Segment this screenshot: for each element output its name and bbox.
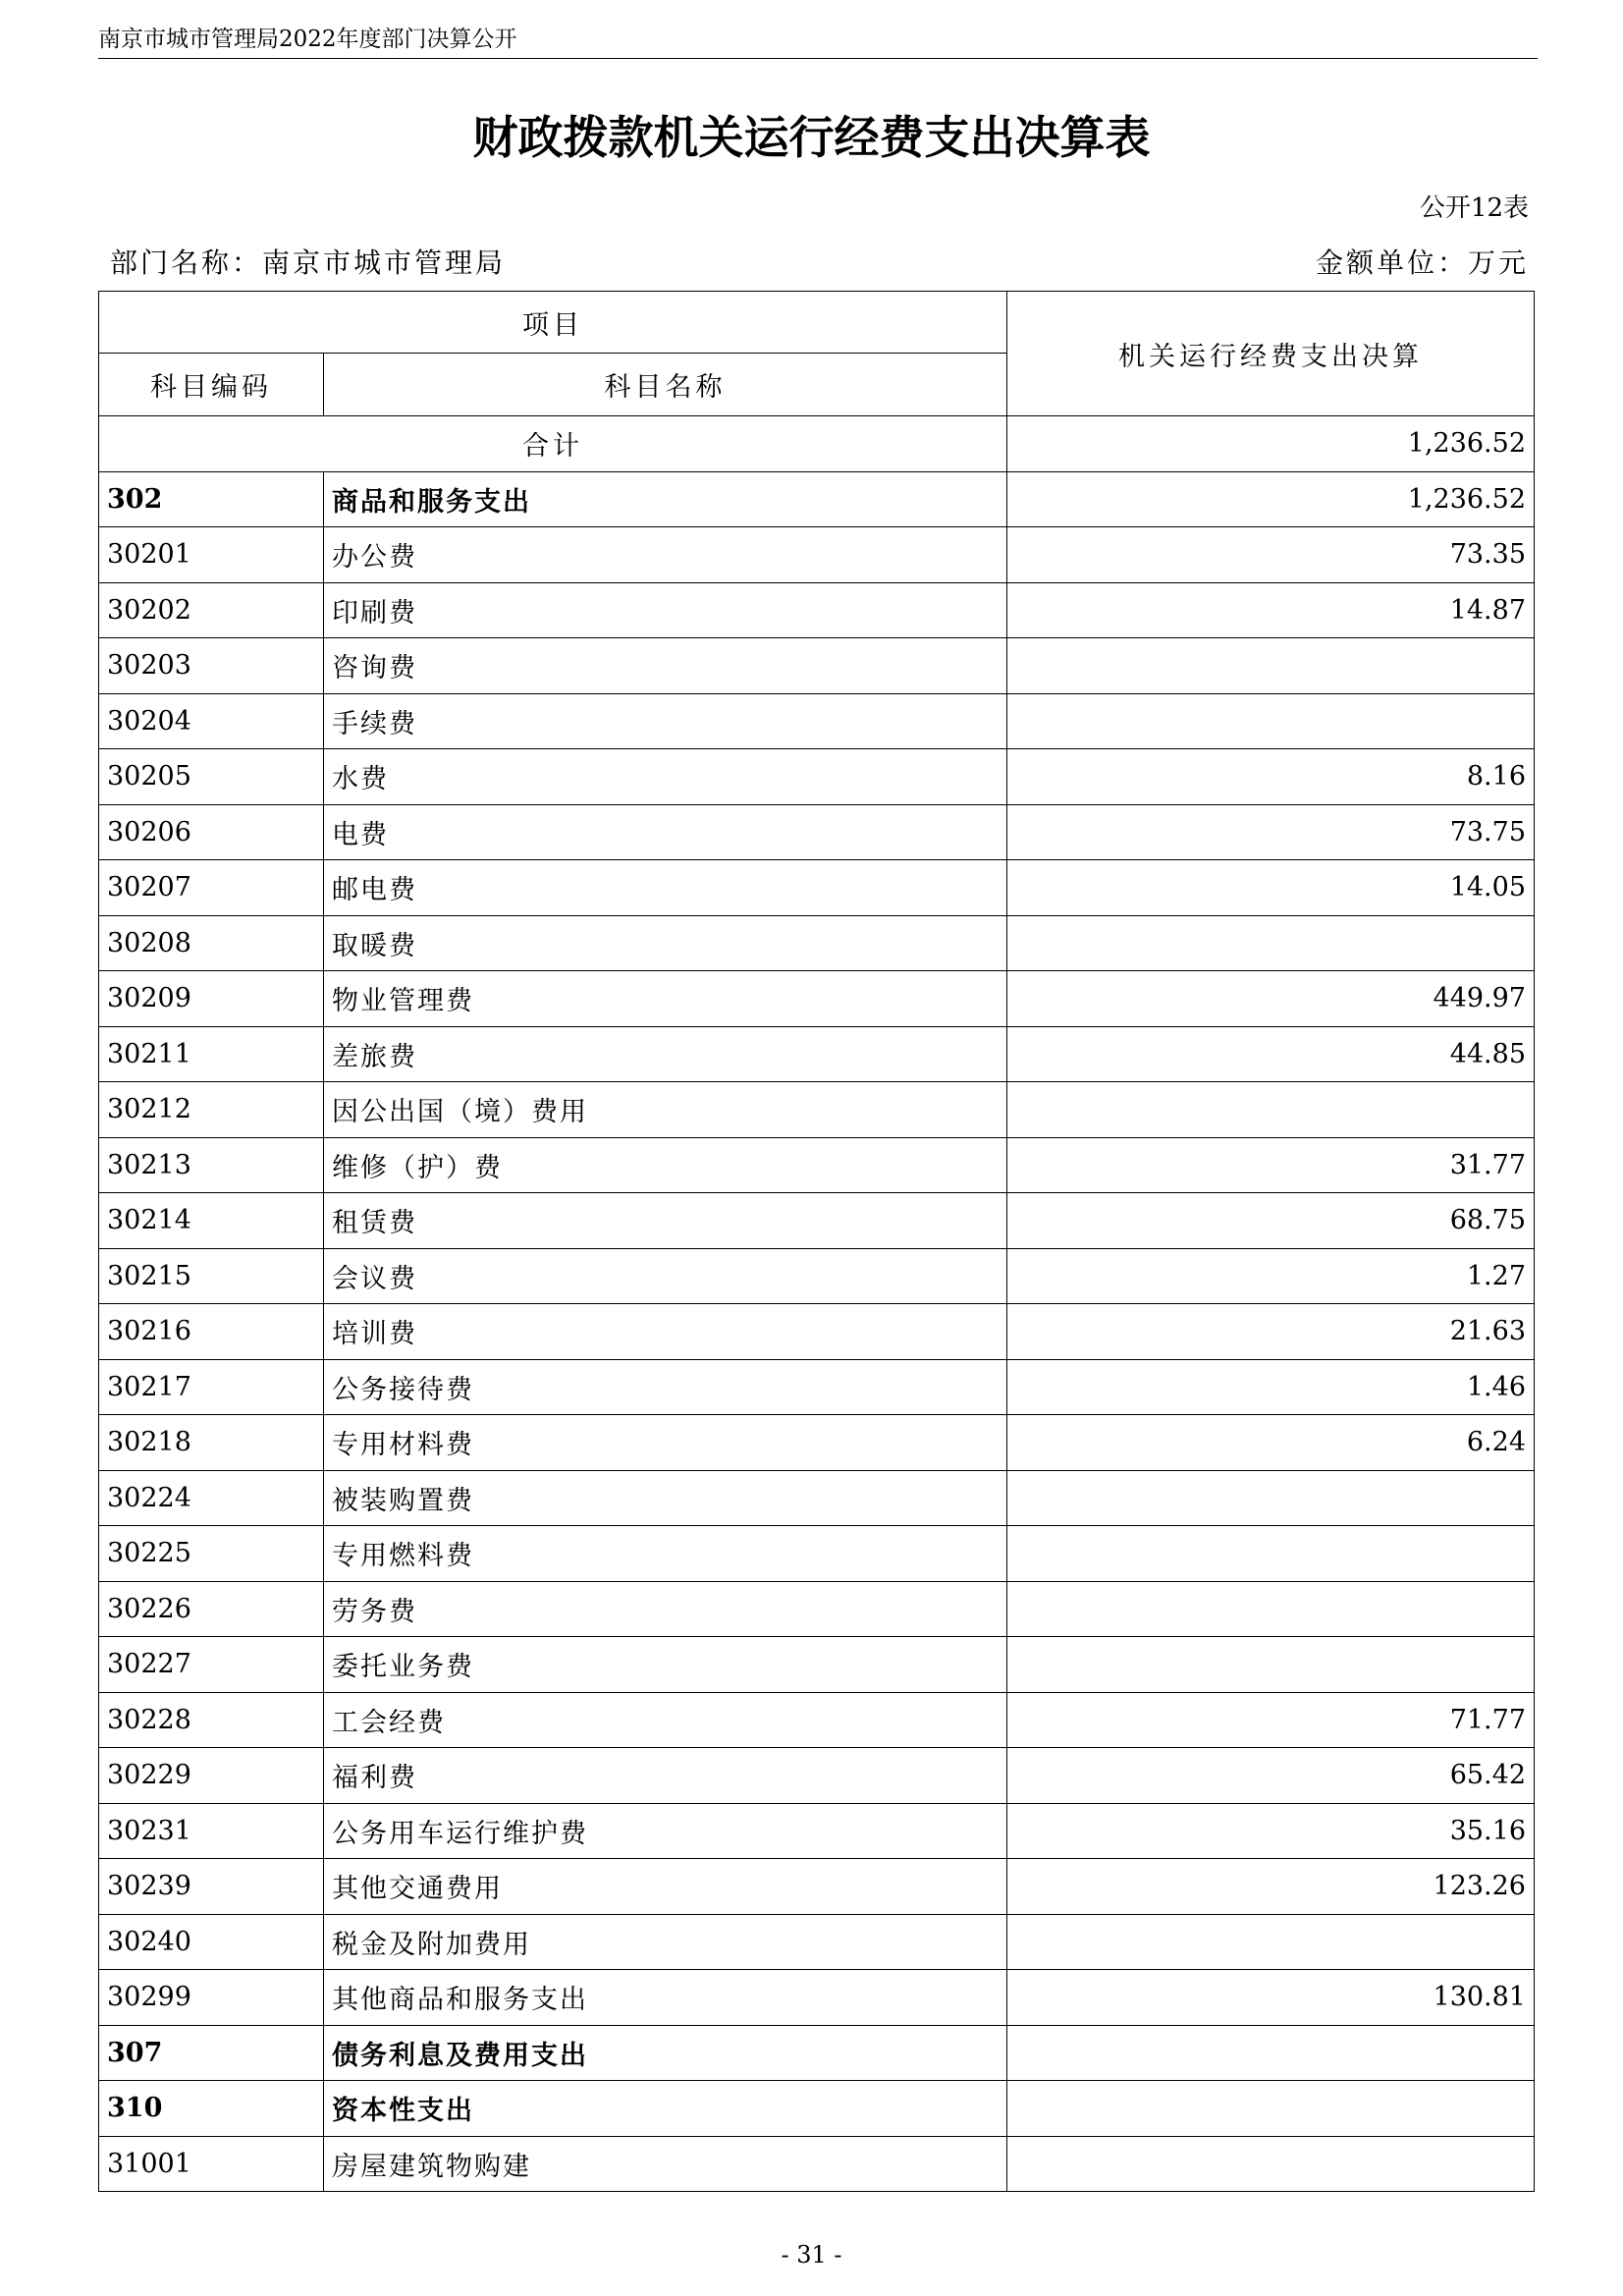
row-amount: 1.27 [1007, 1248, 1535, 1304]
header-project: 项目 [99, 292, 1007, 354]
row-amount: 65.42 [1007, 1748, 1535, 1804]
table-row [99, 1748, 1535, 1804]
row-amount [1007, 1581, 1535, 1637]
row-name: 咨询费 [324, 638, 1007, 694]
table-row [99, 860, 1535, 916]
total-label: 合计 [99, 416, 1007, 472]
row-code: 31001 [99, 2136, 324, 2192]
table-row [99, 2081, 1535, 2137]
row-code: 30201 [99, 527, 324, 583]
row-amount: 44.85 [1007, 1026, 1535, 1082]
row-amount [1007, 2136, 1535, 2192]
row-name: 专用材料费 [324, 1415, 1007, 1471]
row-code: 307 [99, 2025, 324, 2081]
table-header-row-1 [99, 292, 1535, 354]
table-row [99, 1692, 1535, 1748]
row-amount: 123.26 [1007, 1859, 1535, 1915]
row-code: 30209 [99, 971, 324, 1027]
table-row [99, 1914, 1535, 1970]
department-name: 部门名称：南京市城市管理局 [110, 246, 507, 279]
row-amount [1007, 638, 1535, 694]
table-row [99, 1193, 1535, 1249]
table-row [99, 693, 1535, 749]
table-row [99, 1859, 1535, 1915]
row-name: 商品和服务支出 [324, 471, 1007, 527]
table-row [99, 638, 1535, 694]
row-name: 其他商品和服务支出 [324, 1970, 1007, 2026]
row-amount [1007, 1470, 1535, 1526]
row-code: 30218 [99, 1415, 324, 1471]
row-name: 维修（护）费 [324, 1137, 1007, 1193]
row-code: 30239 [99, 1859, 324, 1915]
table-row [99, 971, 1535, 1027]
total-row [99, 416, 1535, 472]
row-code: 30229 [99, 1748, 324, 1804]
row-amount: 21.63 [1007, 1304, 1535, 1360]
row-amount: 14.05 [1007, 860, 1535, 916]
table-row [99, 1803, 1535, 1859]
table-row [99, 1526, 1535, 1582]
row-code: 30216 [99, 1304, 324, 1360]
row-code: 30225 [99, 1526, 324, 1582]
table-row [99, 471, 1535, 527]
table-row [99, 1470, 1535, 1526]
row-amount: 71.77 [1007, 1692, 1535, 1748]
row-code: 30202 [99, 582, 324, 638]
row-amount: 68.75 [1007, 1193, 1535, 1249]
row-amount: 73.35 [1007, 527, 1535, 583]
row-amount: 449.97 [1007, 971, 1535, 1027]
row-amount [1007, 1082, 1535, 1138]
row-amount [1007, 2081, 1535, 2137]
table-row [99, 2136, 1535, 2192]
row-name: 劳务费 [324, 1581, 1007, 1637]
row-amount [1007, 2025, 1535, 2081]
row-name: 手续费 [324, 693, 1007, 749]
table-number: 公开12表 [1419, 193, 1529, 223]
table-row [99, 749, 1535, 805]
row-code: 30208 [99, 915, 324, 971]
row-code: 30213 [99, 1137, 324, 1193]
row-amount: 130.81 [1007, 1970, 1535, 2026]
page-number: - 31 - [781, 2241, 842, 2269]
table-row [99, 1581, 1535, 1637]
row-code: 30206 [99, 804, 324, 860]
row-code: 30227 [99, 1637, 324, 1693]
table-row [99, 527, 1535, 583]
table-row [99, 1304, 1535, 1360]
row-name: 因公出国（境）费用 [324, 1082, 1007, 1138]
row-name: 被装购置费 [324, 1470, 1007, 1526]
row-amount: 6.24 [1007, 1415, 1535, 1471]
row-name: 邮电费 [324, 860, 1007, 916]
row-amount [1007, 1637, 1535, 1693]
table-row [99, 1637, 1535, 1693]
row-code: 30212 [99, 1082, 324, 1138]
header-amount: 机关运行经费支出决算 [1007, 292, 1535, 416]
row-code: 30214 [99, 1193, 324, 1249]
table-row [99, 1248, 1535, 1304]
row-name: 其他交通费用 [324, 1859, 1007, 1915]
total-value: 1,236.52 [1007, 416, 1535, 472]
row-name: 印刷费 [324, 582, 1007, 638]
row-name: 培训费 [324, 1304, 1007, 1360]
page-title: 财政拨款机关运行经费支出决算表 [472, 111, 1151, 164]
table-row [99, 582, 1535, 638]
table-row [99, 1415, 1535, 1471]
row-name: 会议费 [324, 1248, 1007, 1304]
header-name: 科目名称 [324, 354, 1007, 416]
row-amount: 73.75 [1007, 804, 1535, 860]
row-amount: 8.16 [1007, 749, 1535, 805]
row-amount: 1.46 [1007, 1359, 1535, 1415]
table-row [99, 915, 1535, 971]
row-name: 取暖费 [324, 915, 1007, 971]
row-amount: 31.77 [1007, 1137, 1535, 1193]
row-code: 310 [99, 2081, 324, 2137]
table-row [99, 1359, 1535, 1415]
row-amount [1007, 1914, 1535, 1970]
row-name: 福利费 [324, 1748, 1007, 1804]
row-code: 30217 [99, 1359, 324, 1415]
row-code: 30240 [99, 1914, 324, 1970]
row-code: 30207 [99, 860, 324, 916]
row-name: 公务用车运行维护费 [324, 1803, 1007, 1859]
row-name: 办公费 [324, 527, 1007, 583]
row-code: 30204 [99, 693, 324, 749]
header-rule [98, 58, 1538, 59]
row-amount [1007, 915, 1535, 971]
row-name: 工会经费 [324, 1692, 1007, 1748]
row-code: 30231 [99, 1803, 324, 1859]
row-name: 电费 [324, 804, 1007, 860]
table-row [99, 2025, 1535, 2081]
row-name: 税金及附加费用 [324, 1914, 1007, 1970]
row-code: 30205 [99, 749, 324, 805]
running-header: 南京市城市管理局2022年度部门决算公开 [98, 27, 517, 52]
row-amount: 1,236.52 [1007, 471, 1535, 527]
row-code: 30215 [99, 1248, 324, 1304]
table-row [99, 1970, 1535, 2026]
row-amount [1007, 1526, 1535, 1582]
row-name: 委托业务费 [324, 1637, 1007, 1693]
amount-unit: 金额单位：万元 [1315, 246, 1529, 279]
row-code: 30226 [99, 1581, 324, 1637]
row-name: 债务利息及费用支出 [324, 2025, 1007, 2081]
row-code: 30211 [99, 1026, 324, 1082]
row-code: 30228 [99, 1692, 324, 1748]
table-row [99, 804, 1535, 860]
row-amount: 14.87 [1007, 582, 1535, 638]
row-name: 水费 [324, 749, 1007, 805]
row-code: 30299 [99, 1970, 324, 2026]
table-row [99, 1082, 1535, 1138]
header-code: 科目编码 [99, 354, 324, 416]
row-amount [1007, 693, 1535, 749]
table-row [99, 1137, 1535, 1193]
row-code: 30203 [99, 638, 324, 694]
row-code: 302 [99, 471, 324, 527]
row-name: 租赁费 [324, 1193, 1007, 1249]
expenditure-table [98, 291, 1535, 2192]
row-code: 30224 [99, 1470, 324, 1526]
row-amount: 35.16 [1007, 1803, 1535, 1859]
row-name: 公务接待费 [324, 1359, 1007, 1415]
row-name: 物业管理费 [324, 971, 1007, 1027]
row-name: 专用燃料费 [324, 1526, 1007, 1582]
row-name: 资本性支出 [324, 2081, 1007, 2137]
table-row [99, 1026, 1535, 1082]
row-name: 差旅费 [324, 1026, 1007, 1082]
row-name: 房屋建筑物购建 [324, 2136, 1007, 2192]
